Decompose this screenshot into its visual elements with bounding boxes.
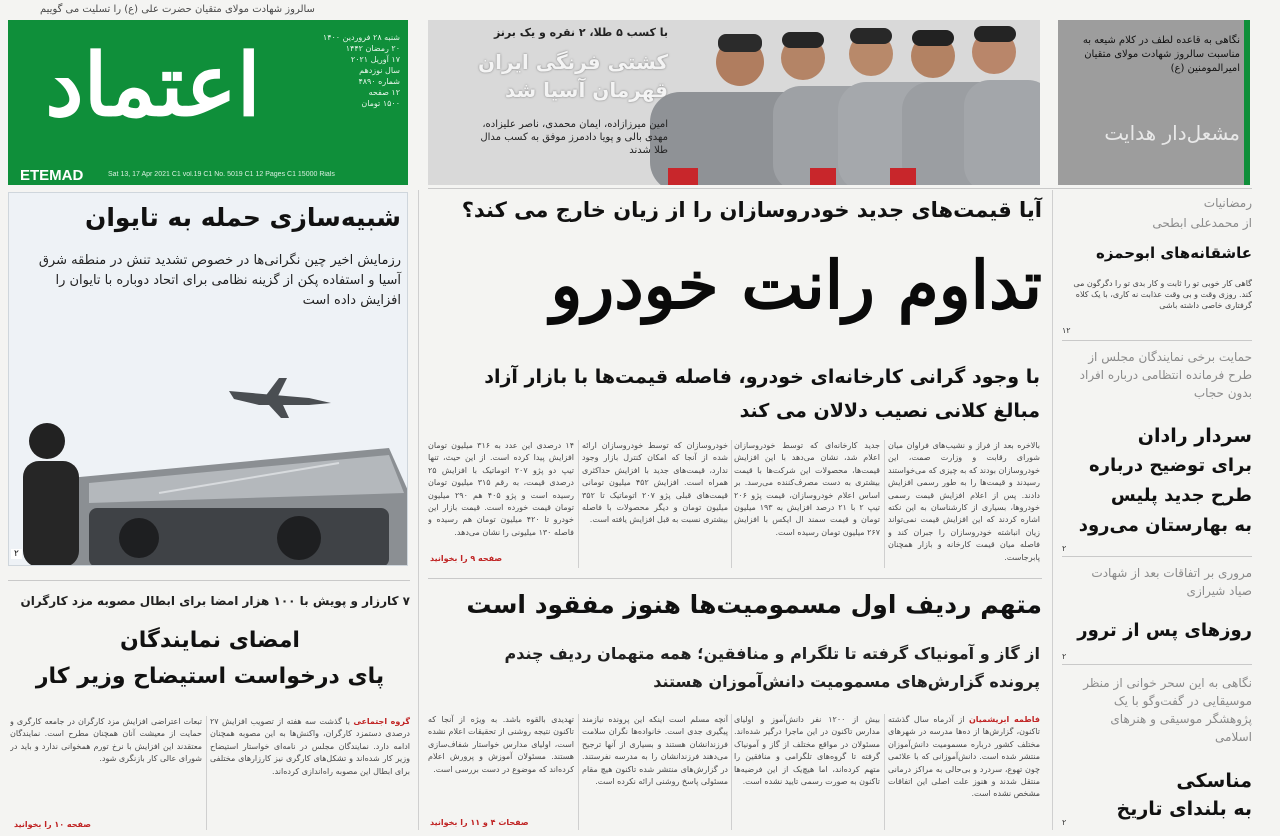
masthead-dates (290, 32, 400, 109)
workers-continue[interactable]: صفحه ۱۰ را بخوانید (14, 820, 91, 829)
s2-title-1[interactable]: سردار رادان (1137, 425, 1252, 447)
masthead-latin-info: Sat 13, 17 Apr 2021 C1 vol.19 C1 No. 5019 C1 12 Pages C1 15000 Rials (108, 171, 335, 178)
soldier-silhouette (23, 423, 79, 566)
s1-title[interactable]: عاشقانه‌های ابوحمزه (1095, 244, 1252, 262)
s1-text: گاهی کار خوبی تو را ثابت و کار بدی تو را دگرگون می کند. روزی وقت و بی وقت عذابت نه کاری، با یک کلاه گرفتاری خاصی داشته باشی (1073, 279, 1252, 310)
divider (884, 440, 885, 568)
s1-page: ۱۲ (1062, 326, 1071, 335)
s3-page: ۲ (1062, 652, 1067, 661)
s4-kicker: نگاهی به این سحر خوانی از منظر موسیقایی در گفت‌وگو با یک پژوهشگر موسیقی و هنرهای اسلامی (1083, 676, 1252, 744)
workers-kicker[interactable]: ۷ کارزار و پویش با ۱۰۰ هزار امضا برای ابطال مصوبه مزد کارگران (20, 594, 410, 608)
fighter-jet-icon (229, 378, 331, 418)
date-line: سال نوزدهم (359, 66, 400, 75)
s4-title-2[interactable]: به بلندای تاریخ (1116, 798, 1252, 820)
poisoning-body: آنچه مسلم است اینکه این پرونده نیازمند پیگیری جدی است. خانواده‌ها نگران سلامت فرزندانشان هستند و بسیاری از آنها ترجیح می‌دهند فرزندانشان را به مدرسه نفرستند. در گزارش‌های منتشر شده تاکنون هیچ مقام مسئولی پاسخ روشنی ارائه نکرده است. (582, 715, 728, 787)
taiwan-title: شبیه‌سازی حمله به تایوان (85, 203, 401, 232)
workers-title-1[interactable]: امضای نمایندگان (120, 628, 300, 653)
lead-kicker[interactable]: آیا قیمت‌های جدید خودروسازان را از زیان خارج می کند؟ (461, 198, 1042, 222)
divider (884, 714, 885, 830)
date-line: شماره ۴۸۹۰ (358, 77, 400, 86)
divider (418, 190, 419, 830)
s4-page: ۲ (1062, 818, 1067, 827)
masthead-top-line: سالروز شهادت مولای متقیان حضرت علی (ع) را تسلیت می گوییم (40, 4, 315, 15)
lead-body-col (428, 440, 574, 552)
workers-body-col (10, 716, 202, 816)
s1-kicker: رمضانیات (1203, 196, 1252, 210)
s3-kicker: مروری بر اتفاقات بعد از شهادت صیاد شیرازی (1091, 566, 1252, 598)
poisoning-body-col (888, 714, 1040, 830)
divider (1062, 664, 1252, 665)
right-teaser-title: مشعل‌دار هدایت (1104, 121, 1240, 145)
divider (1062, 340, 1252, 341)
lead-headline[interactable]: تداوم رانت خودرو (550, 246, 1042, 324)
s2-title-2[interactable]: برای توضیح درباره (1088, 455, 1252, 476)
poisoning-sub-1: از گاز و آمونیاک گرفته تا تلگرام و منافقین؛ همه متهمان ردیف چندم (504, 644, 1040, 663)
divider (428, 578, 1042, 579)
poisoning-continue[interactable]: صفحات ۴ و ۱۱ را بخوانید (430, 818, 529, 827)
sport-teaser[interactable] (428, 20, 1040, 185)
lead-continue[interactable]: صفحه ۹ را بخوانید (430, 554, 503, 563)
aircraft-carrier-photo (9, 193, 408, 566)
sport-title-1: کشتی فرنگی ایران (478, 50, 668, 74)
workers-title-2[interactable]: پای درخواست استیضاح وزیر کار (35, 664, 385, 689)
poisoning-body-col (428, 714, 574, 814)
poisoning-headline[interactable]: متهم ردیف اول مسمومیت‌ها هنوز مفقود است (466, 590, 1042, 619)
s1-author: از محمدعلی ابطحی (1152, 216, 1252, 230)
sport-text: امین میرزازاده، ایمان محمدی، ناصر علیزاده، مهدی بالی و پویا دادمرز موفق به کسب مدال طلا شدند (480, 119, 668, 156)
lead-body: بالاخره بعد از فراز و نشیب‌های فراوان میان شورای رقابت و وزارت صمت، این خودروسازان بودند که به چیزی که می‌خواستند رسیدند و قیمت‌ها را به طور رسمی افزایش دادند. پس از اعلام افزایش قیمت رسمی خودروها، بسیاری از کارشناسان به این نکته اشاره کردند که این افزایش قیمت نمی‌تواند زیان انباشته خودروسازان را جبران کند و فاصله میان قیمت کارخانه و بازار همچنان پابرجاست. (888, 441, 1040, 562)
workers-byline: گروه اجتماعی (353, 717, 410, 726)
poisoning-body-col (734, 714, 880, 830)
lead-body: ۱۴ درصدی این عدد به ۳۱۶ میلیون تومان افزایش پیدا کرده است. از این حیث، تنها تیپ دو پژو ۲۰۷ اتوماتیک با افزایش ۲۵ درصدی قیمت، به رقم ۳۱۵ میلیون تومان رسیده است و پژو ۴۰۵ هم ۲۹۰ میلیون تومان قیمت خورده است. قیمت بازار این خودرو تا ۴۲۰ میلیون تومان هم رسیده و فاصله ۱۳۰ میلیونی را نشان می‌دهد. (428, 441, 574, 537)
poisoning-body: از آذرماه سال گذشته تاکنون، گزارش‌ها از ده‌ها مدرسه در شهرهای مختلف کشور درباره مسمومیت دانش‌آموزان منتشر شده است. دانش‌آموزانی که با علائمی چون تهوع، سردرد و بی‌حالی به مراکز درمانی منتقل شدند و هنوز علت اصلی این اتفاقات مشخص نشده است. (888, 715, 1040, 799)
workers-body: تبعات اعتراضی افزایش مزد کارگران در جامعه کارگری و حمایت از معیشت آنان همچنان مطرح است. نمایندگان معتقدند این افزایش با نرخ تورم همخوانی ندارد و باید در شورای عالی کار بازنگری شود. (10, 717, 202, 764)
sport-kicker: با کسب ۵ طلا، ۲ نقره و یک برنز (493, 26, 668, 39)
poisoning-sub-2: پرونده گزارش‌های مسمومیت دانش‌آموزان هستند (653, 672, 1040, 691)
lead-body: خودروسازان که توسط خودروسازان ارائه شده از آنجا که امکان کنترل بازار وجود ندارد، قیمت‌های جدید با افزایش حداکثری همراه است. افزایش ۴۵۲ میلیون تومانی قیمت‌های قبلی پژو ۲۰۷ اتوماتیک تا ۳۵۲ میلیون تومان و دیگر محصولات با فاصله بیشتری نسبت به قبل افزایش یافته است. (582, 441, 728, 525)
divider (1062, 556, 1252, 557)
divider (428, 188, 1252, 189)
divider (731, 440, 732, 568)
workers-body: با گذشت سه هفته از تصویب افزایش ۲۷ درصدی دستمزد کارگران، واکنش‌ها به این مصوبه همچنان ادامه دارد. نمایندگان مجلس در نامه‌ای خواستار استیضاح وزیر کار شده‌اند و تشکل‌های کارگری نیز کارزارهای مختلفی برای ابطال این مصوبه راه‌اندازی کرده‌اند. (210, 717, 410, 776)
s2-kicker: حمایت برخی نمایندگان مجلس از طرح فرمانده انتظامی درباره افراد بدون حجاب (1079, 350, 1252, 400)
poisoning-body-col (582, 714, 728, 830)
lead-body-col (582, 440, 728, 568)
masthead-logo-block (8, 20, 408, 185)
masthead-logo: اعتماد (45, 35, 261, 136)
divider (578, 440, 579, 568)
s2-title-4[interactable]: به بهارستان می‌رود (1078, 515, 1252, 536)
workers-body-col (210, 716, 410, 830)
wrestler-figure (964, 26, 1040, 185)
date-line: ۱۵۰۰ تومان (361, 99, 400, 108)
divider (578, 714, 579, 830)
divider (731, 714, 732, 830)
taiwan-story[interactable] (8, 192, 408, 566)
lead-sub-2: مبالغ کلانی نصیب دلالان می کند (739, 400, 1040, 422)
masthead-latin-name: ETEMAD (20, 167, 84, 184)
lead-body-col (734, 440, 880, 568)
lead-sub-1: با وجود گرانی کارخانه‌ای خودرو، فاصله قیمت‌ها با بازار آزاد (484, 366, 1040, 388)
date-line: ۱۲ صفحه (368, 88, 400, 97)
poisoning-body: بیش از ۱۲۰۰ نفر دانش‌آموز و اولیای مدارس تاکنون در این ماجرا درگیر شده‌اند. مسئولان در مواقع مختلف از گاز و آمونیاک گرفته تا گروه‌های تلگرامی و منافقین را متهم کرده‌اند، اما هیچ‌یک از این فرضیه‌ها تاکنون به صورت رسمی تایید نشده است. (734, 715, 880, 787)
s2-page: ۲ (1062, 544, 1067, 553)
taiwan-page-ref: ۲ (11, 549, 22, 559)
s3-title[interactable]: روزهای پس از ترور (1077, 620, 1252, 641)
lead-body-col (888, 440, 1040, 568)
poisoning-byline: فاطمه ابریشمیان (968, 715, 1040, 724)
wrestlers-photo (428, 20, 1040, 185)
right-teaser[interactable] (1058, 20, 1250, 185)
date-line: شنبه ۲۸ فروردین ۱۴۰۰ (322, 33, 400, 42)
divider (8, 580, 410, 581)
right-teaser-text: نگاهی به قاعده لطف در کلام شیعه به مناسبت سالروز شهادت مولای متقیان امیرالمومنین (ع) (1082, 35, 1240, 74)
s4-title-1[interactable]: مناسکی (1176, 770, 1252, 792)
sport-title-2: قهرمان آسیا شد (504, 78, 668, 102)
poisoning-body: تهدیدی بالقوه باشد. به ویژه از آنجا که تاکنون نتیجه روشنی از تحقیقات اعلام نشده است، اولیای مدارس خواستار شفاف‌سازی هستند. مسئولان آموزش و پرورش اعلام کرده‌اند که موضوع در دست بررسی است. (428, 715, 574, 774)
taiwan-text: رزمایش اخیر چین نگرانی‌ها در خصوص تشدید تنش در منطقه شرق آسیا و استفاده پکن از گزینه نظامی برای اتحاد دوباره با تایوان را افزایش داده است (38, 253, 401, 308)
date-line: ۲۰ رمضان ۱۴۴۲ (345, 44, 400, 53)
date-line: ۱۷ آوریل ۲۰۲۱ (350, 55, 400, 64)
divider (1052, 190, 1053, 830)
divider (206, 716, 207, 830)
lead-body: جدید کارخانه‌ای که توسط خودروسازان اعلام شد، نشان می‌دهد با این افزایش قیمت‌ها، محصولات این شرکت‌ها با قیمت بیشتری به دست مصرف‌کننده می‌رسد. بر اساس اعلام خودروسازان، قیمت پژو ۲۰۶ تیپ ۲ با ۲۱ درصد افزایش به ۱۹۳ میلیون تومان و قیمت سمند ال ایکس با افزایش ۲۶۷ میلیون تومان رسیده است. (734, 441, 880, 537)
s2-title-3[interactable]: طرح جدید پلیس (1110, 485, 1252, 506)
